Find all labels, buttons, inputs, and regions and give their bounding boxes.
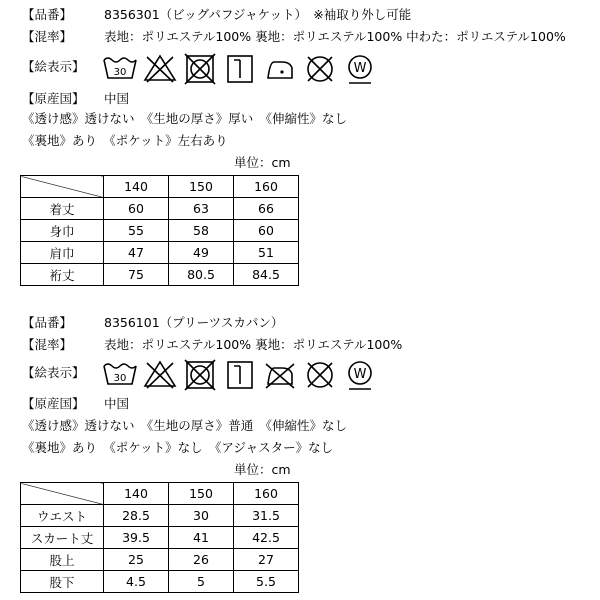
hinban-label: 【品番】 — [22, 7, 73, 22]
table-row — [21, 505, 299, 527]
table-cell: 75 — [104, 264, 169, 286]
wash-30-icon — [102, 358, 138, 392]
table-cell: 47 — [104, 242, 169, 264]
no-dry-clean-icon — [302, 358, 338, 392]
table-cell: 28.5 — [104, 505, 169, 527]
table-cell: 80.5 — [169, 264, 234, 286]
table-cell: 39.5 — [104, 527, 169, 549]
gensankoku-row — [22, 89, 129, 109]
header-cell: 160 — [234, 483, 299, 505]
wash-30-icon — [102, 52, 138, 86]
header-cell: 150 — [169, 483, 234, 505]
attributes-row-1: 《透け感》透けない 《生地の厚さ》普通 《伸縮性》なし — [22, 418, 348, 433]
table-cell: 27 — [234, 549, 299, 571]
konritsu-value: 表地：ポリエステル100% 裏地：ポリエステル100% 中わた：ポリエステル100% — [104, 29, 566, 44]
wash-temp-text: 30 — [113, 373, 127, 384]
attributes-row-1: 《透け感》透けない 《生地の厚さ》厚い 《伸縮性》なし — [22, 111, 348, 126]
table-header-row — [21, 483, 299, 505]
care-icons — [102, 358, 378, 392]
row-label: 股下 — [21, 571, 104, 593]
table-cell: 26 — [169, 549, 234, 571]
care-label: 【絵表示】 — [22, 365, 85, 380]
no-iron-icon — [262, 358, 298, 392]
header-corner — [21, 176, 104, 198]
gensankoku-value: 中国 — [104, 91, 130, 106]
unit-label: 単位：cm — [234, 462, 291, 477]
table-row — [21, 242, 299, 264]
wet-clean-icon — [342, 358, 378, 392]
header-cell: 150 — [169, 176, 234, 198]
table-cell: 49 — [169, 242, 234, 264]
row-label: 着丈 — [21, 198, 104, 220]
header-cell: 140 — [104, 176, 169, 198]
hinban-row — [22, 313, 283, 333]
table-cell: 51 — [234, 242, 299, 264]
table-row — [21, 220, 299, 242]
table-cell: 31.5 — [234, 505, 299, 527]
row-label: スカート丈 — [21, 527, 104, 549]
gensankoku-row — [22, 394, 129, 414]
care-icons — [102, 52, 378, 86]
row-label: ウエスト — [21, 505, 104, 527]
table-cell: 5 — [169, 571, 234, 593]
table-row — [21, 571, 299, 593]
table-row — [21, 198, 299, 220]
wet-clean-icon — [342, 52, 378, 86]
header-corner — [21, 483, 104, 505]
care-label: 【絵表示】 — [22, 59, 85, 74]
table-cell: 84.5 — [234, 264, 299, 286]
konritsu-label: 【混率】 — [22, 29, 73, 44]
table-cell: 60 — [104, 198, 169, 220]
table-cell: 63 — [169, 198, 234, 220]
table-cell: 60 — [234, 220, 299, 242]
wash-temp-text: 30 — [113, 67, 127, 78]
table-cell: 5.5 — [234, 571, 299, 593]
no-bleach-icon — [142, 52, 178, 86]
unit-label: 単位：cm — [234, 155, 291, 170]
row-label: 股上 — [21, 549, 104, 571]
hinban-value: 8356301（ビッグパフジャケット） ※袖取り外し可能 — [104, 7, 412, 22]
row-label: 身巾 — [21, 220, 104, 242]
table-cell: 41 — [169, 527, 234, 549]
no-tumble-dry-icon — [182, 52, 218, 86]
line-dry-icon — [222, 52, 258, 86]
row-label: 肩巾 — [21, 242, 104, 264]
no-tumble-dry-icon — [182, 358, 218, 392]
table-cell: 4.5 — [104, 571, 169, 593]
gensankoku-label: 【原産国】 — [22, 396, 85, 411]
no-bleach-icon — [142, 358, 178, 392]
gensankoku-value: 中国 — [104, 396, 130, 411]
table-cell: 66 — [234, 198, 299, 220]
header-cell: 160 — [234, 176, 299, 198]
table-cell: 30 — [169, 505, 234, 527]
no-dry-clean-icon — [302, 52, 338, 86]
attributes-row-2: 《裏地》あり 《ポケット》なし 《アジャスター》なし — [22, 440, 334, 455]
konritsu-value: 表地：ポリエステル100% 裏地：ポリエステル100% — [104, 337, 403, 352]
hinban-label: 【品番】 — [22, 315, 73, 330]
header-cell: 140 — [104, 483, 169, 505]
table-row — [21, 549, 299, 571]
table-cell: 55 — [104, 220, 169, 242]
gensankoku-label: 【原産国】 — [22, 91, 85, 106]
iron-low-icon — [262, 52, 298, 86]
wet-clean-letter: W — [353, 367, 367, 382]
attributes-row-2: 《裏地》あり 《ポケット》左右あり — [22, 133, 228, 148]
hinban-row — [22, 5, 411, 25]
table-cell: 58 — [169, 220, 234, 242]
line-dry-icon — [222, 358, 258, 392]
table-cell: 42.5 — [234, 527, 299, 549]
table-cell: 25 — [104, 549, 169, 571]
hinban-value: 8356101（プリーツスカパン） — [104, 315, 284, 330]
table-header-row — [21, 176, 299, 198]
table-row — [21, 527, 299, 549]
wet-clean-letter: W — [353, 61, 367, 76]
row-label: 裄丈 — [21, 264, 104, 286]
table-row — [21, 264, 299, 286]
konritsu-row — [22, 27, 566, 47]
size-table — [20, 482, 299, 593]
size-table — [20, 175, 299, 286]
konritsu-row — [22, 335, 402, 355]
konritsu-label: 【混率】 — [22, 337, 73, 352]
